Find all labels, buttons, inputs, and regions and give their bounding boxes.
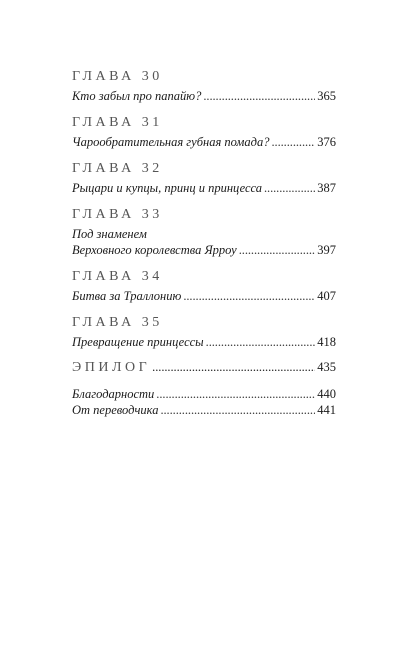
toc-entry-chapter-30 (72, 68, 336, 104)
extra-title: От переводчика (72, 403, 159, 417)
toc-entry-chapter-35 (72, 314, 336, 350)
toc-entry-chapter-32 (72, 160, 336, 196)
page-number: 407 (317, 289, 336, 303)
chapter-title: Рыцари и купцы, принц и принцесса (72, 181, 262, 195)
chapter-label: ГЛАВА 35 (72, 315, 163, 330)
toc-extras (72, 386, 336, 418)
dot-leader (264, 180, 315, 196)
page-number: 441 (317, 403, 336, 417)
toc-entry-epilogue (72, 360, 336, 376)
page-number: 435 (317, 360, 336, 374)
page-number: 418 (317, 335, 336, 349)
epilogue-label: ЭПИЛОГ (72, 360, 151, 375)
chapter-label: ГЛАВА 33 (72, 207, 163, 222)
toc-row (72, 288, 336, 304)
toc-entry-chapter-34 (72, 268, 336, 304)
chapter-title-line-1: Под знаменем (72, 227, 147, 241)
chapter-title-line-2: Верховного королевства Ярроу (72, 243, 237, 257)
page-number: 397 (317, 243, 336, 257)
dot-leader (152, 360, 315, 375)
chapter-title: Битва за Траллонию (72, 289, 182, 303)
extra-title: Благодарности (72, 387, 155, 401)
toc-entry-chapter-33 (72, 206, 336, 258)
page-number: 365 (317, 89, 336, 103)
dot-leader (203, 88, 315, 104)
dot-leader (271, 134, 315, 150)
page-number: 387 (317, 181, 336, 195)
chapter-label: ГЛАВА 34 (72, 269, 163, 284)
chapter-label: ГЛАВА 30 (72, 69, 163, 84)
toc-row (72, 242, 336, 258)
chapter-label: ГЛАВА 32 (72, 161, 163, 176)
dot-leader (160, 402, 315, 418)
toc-row (72, 134, 336, 150)
chapter-label: ГЛАВА 31 (72, 115, 163, 130)
chapter-title: Превращение принцессы (72, 335, 204, 349)
toc-entry-translator-note (72, 402, 336, 418)
toc-entry-acknowledgements (72, 386, 336, 402)
page-number: 440 (317, 387, 336, 401)
chapter-title: Кто забыл про папайю? (72, 89, 202, 103)
toc-row (72, 180, 336, 196)
dot-leader (183, 288, 315, 304)
dot-leader (206, 334, 316, 350)
toc-row (72, 88, 336, 104)
toc-row (72, 334, 336, 350)
toc-entry-chapter-31 (72, 114, 336, 150)
dot-leader (239, 242, 316, 258)
table-of-contents (72, 68, 336, 418)
page-number: 376 (317, 135, 336, 149)
dot-leader (156, 386, 315, 402)
chapter-title: Чарообратительная губная помада? (72, 135, 270, 149)
